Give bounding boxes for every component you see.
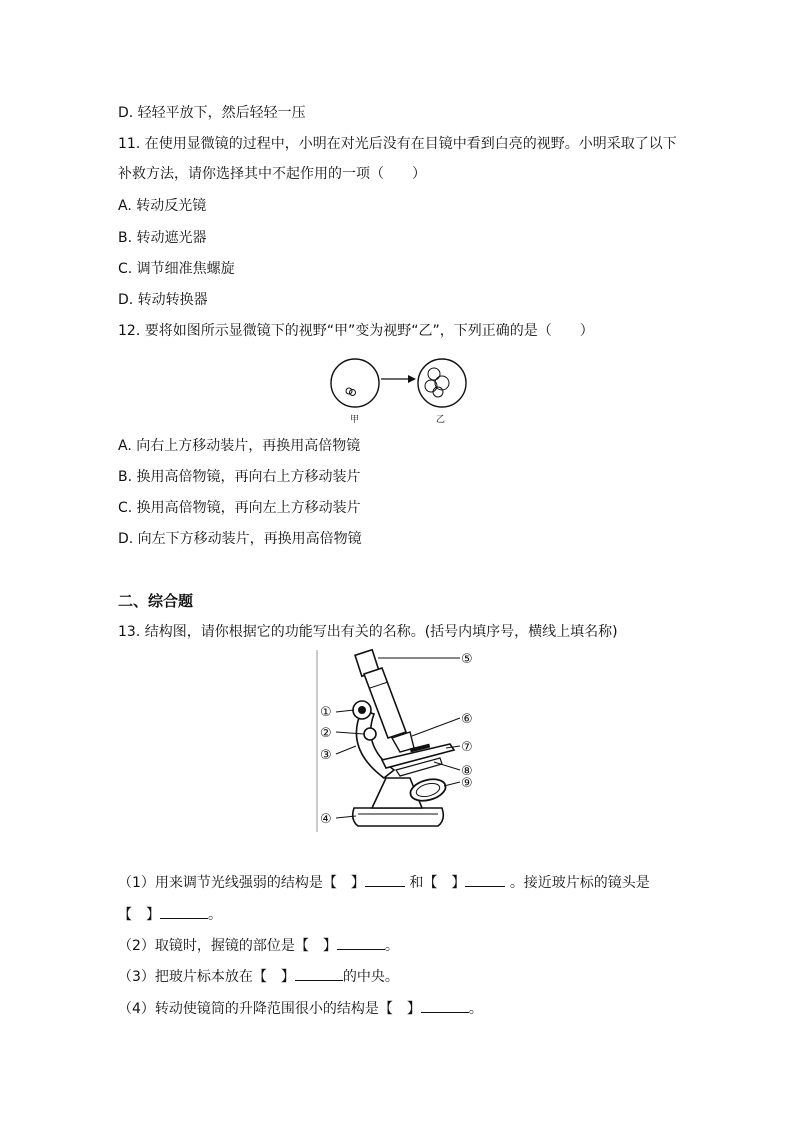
- leader-1: [336, 710, 354, 712]
- field-yi-circle: [418, 359, 466, 407]
- field-jia-circle: [331, 359, 379, 407]
- q13-stem: 13. 结构图，请你根据它的功能写出有关的名称。(括号内填序号，横线上填名称): [118, 624, 618, 640]
- label-4: ④: [320, 812, 332, 827]
- q13-sub1-text-b: 和【 】: [409, 875, 466, 891]
- cell-icon: [346, 388, 352, 394]
- q13-sub3-text-a: （3）把玻片标本放在【 】: [118, 969, 295, 985]
- q11-option-b: B. 转动遮光器: [118, 230, 207, 246]
- answer-blank[interactable]: [421, 998, 469, 1013]
- q13-sub3: [118, 966, 399, 987]
- label-2: ②: [320, 726, 332, 741]
- label-9: ⑨: [461, 776, 473, 791]
- q12-stem: 12. 要将如图所示显微镜下的视野“甲”变为视野“乙”，下列正确的是（ ）: [118, 323, 594, 339]
- cell-large-icon: [428, 368, 440, 380]
- arrow-head-icon: [408, 375, 416, 383]
- q13-sub1-line1: [118, 872, 650, 893]
- label-1: ①: [320, 705, 332, 720]
- q13-sub1-line2: [118, 904, 222, 925]
- label-yi: 乙: [436, 415, 446, 425]
- q13-sub4-text-b: 。: [468, 1001, 483, 1017]
- leader-8: [434, 762, 460, 770]
- q13-sub4: [118, 998, 483, 1019]
- answer-blank[interactable]: [337, 935, 385, 950]
- q13-sub2: [118, 935, 399, 956]
- fine-adjustment-knob: [364, 728, 376, 740]
- leader-3: [336, 746, 356, 754]
- answer-blank[interactable]: [465, 872, 505, 887]
- q13-sub1-text-c: 。接近玻片标的镜头是: [509, 875, 650, 891]
- knob-center: [358, 706, 366, 714]
- cell-icon: [350, 390, 356, 396]
- microscope-diagram: [314, 648, 484, 834]
- q11-option-a: A. 转动反光镜: [118, 198, 207, 214]
- q12-option-d: D. 向左下方移动装片，再换用高倍物镜: [118, 531, 362, 547]
- label-7: ⑦: [461, 740, 473, 755]
- q13-sub1-text-a: （1）用来调节光线强弱的结构是【 】: [118, 875, 365, 891]
- q11-stem-line1: 11. 在使用显微镜的过程中，小明在对光后没有在目镜中看到白亮的视野。小明采取了以下: [118, 136, 677, 152]
- q12-option-c: C. 换用高倍物镜，再向左上方移动装片: [118, 500, 361, 516]
- leader-9: [444, 782, 460, 786]
- label-8: ⑧: [461, 764, 473, 779]
- q13-sub4-text-a: （4）转动使镜筒的升降范围很小的结构是【 】: [118, 1001, 421, 1017]
- q13-sub1-text-e: 。: [208, 907, 222, 923]
- section-title: 二、综合题: [118, 592, 194, 610]
- label-6: ⑥: [461, 712, 473, 727]
- q12-field-of-view-figure: [330, 350, 470, 426]
- q13-sub2-text-b: 。: [384, 938, 399, 954]
- q12-option-a: A. 向右上方移动装片，再换用高倍物镜: [118, 438, 361, 454]
- microscope-base: [353, 808, 444, 826]
- answer-blank[interactable]: [295, 966, 343, 981]
- answer-blank[interactable]: [365, 872, 405, 887]
- q11-option-d: D. 转动转换器: [118, 292, 208, 308]
- q11-stem-line2: 补救方法，请你选择其中不起作用的一项（ ）: [118, 166, 426, 182]
- leader-6: [412, 718, 460, 736]
- q11-option-c: C. 调节细准焦螺旋: [118, 261, 235, 277]
- label-3: ③: [320, 748, 332, 763]
- q13-sub1-text-d: 【 】: [118, 907, 160, 923]
- q10-option-d: D. 轻轻平放下，然后轻轻一压: [118, 105, 306, 121]
- answer-blank[interactable]: [160, 904, 208, 919]
- label-5: ⑤: [461, 652, 473, 667]
- q12-option-b: B. 换用高倍物镜，再向右上方移动装片: [118, 469, 361, 485]
- q13-sub2-text-a: （2）取镜时，握镜的部位是【 】: [118, 938, 337, 954]
- label-jia: 甲: [350, 415, 360, 425]
- q13-sub3-text-b: 的中央。: [342, 969, 399, 985]
